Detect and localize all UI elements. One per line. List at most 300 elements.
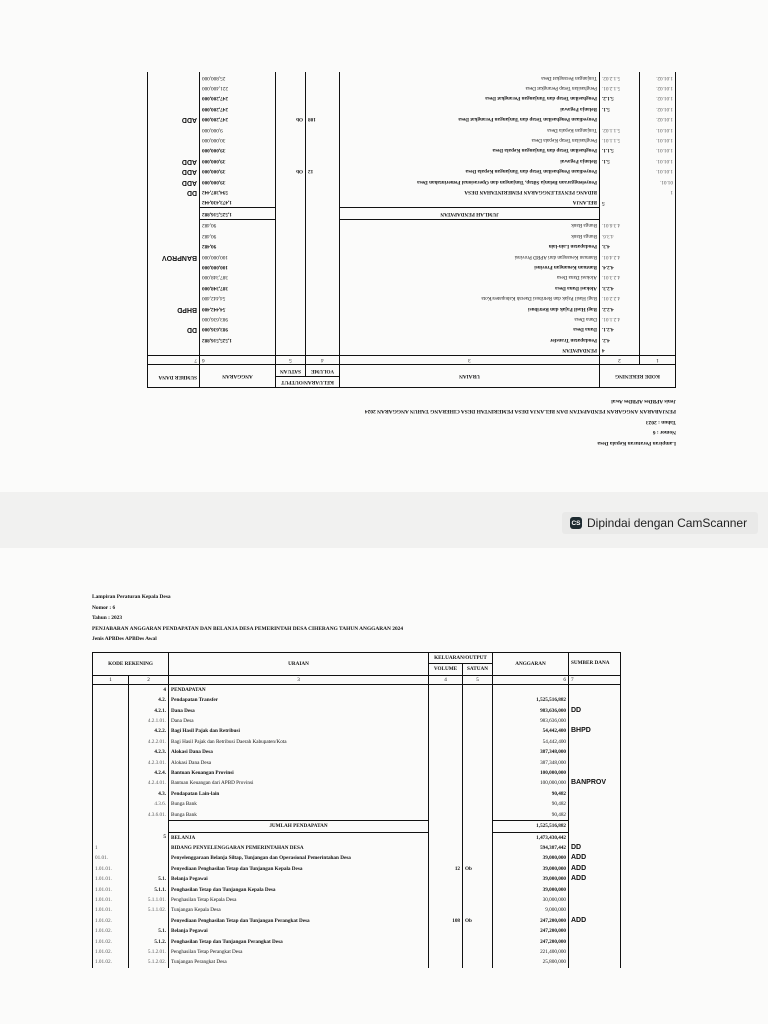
anggaran-cell: 90,482 [493, 799, 569, 809]
anggaran-cell: 387,348,000 [200, 282, 276, 292]
column-number: 6 [493, 675, 569, 684]
volume-cell [306, 324, 340, 334]
sumber-dana-cell: DD [569, 843, 621, 853]
kode-2-cell: 4.2.4. [129, 768, 169, 778]
kode-2-cell: 5 [129, 832, 169, 843]
satuan-cell [276, 219, 306, 230]
anggaran-cell: 387,348,000 [493, 747, 569, 757]
volume-cell [429, 758, 463, 768]
sumber-dana-cell [569, 747, 621, 757]
sumber-dana-cell [569, 905, 621, 915]
kode-1-cell: 1 [640, 187, 676, 197]
watermark-text: Dipindai dengan CamScanner [587, 516, 748, 530]
satuan-cell [276, 103, 306, 113]
rotated-document [0, 0, 768, 492]
kode-1-cell [93, 768, 129, 778]
table-row [93, 737, 621, 747]
volume-cell [429, 810, 463, 821]
table-row [148, 155, 676, 165]
satuan-cell [463, 799, 493, 809]
anggaran-cell: 39,000,000 [200, 166, 276, 176]
uraian-cell: Bantuan Keuangan Provinsi [340, 262, 600, 272]
kode-2-cell: 4.2.2. [600, 303, 640, 313]
table-row [93, 789, 621, 799]
anggaran-cell: 1,473,430,442 [200, 197, 276, 208]
volume-cell [306, 345, 340, 356]
column-number: 2 [129, 675, 169, 684]
uraian-cell: Penyelenggaraan Belanja Siltap, Tunjangan dan Operasional Pemerintahan Desa [340, 176, 600, 186]
volume-cell [429, 789, 463, 799]
uraian-cell: Belanja Pegawai [169, 926, 429, 936]
kode-1-cell [93, 832, 129, 843]
satuan-cell [276, 345, 306, 356]
table-row [148, 176, 676, 186]
uraian-cell: Bagi Hasil Pajak dan Retribusi Daerah Kabupaten/Kota [340, 293, 600, 303]
column-header-uraian: URAIAN [169, 653, 429, 676]
sumber-dana-cell: BANPROV [569, 778, 621, 788]
kode-1-cell [640, 230, 676, 240]
table-row [93, 937, 621, 947]
uraian-cell: Bantuan Keuangan dari APBD Provinsi [340, 251, 600, 261]
kode-1-cell [93, 747, 129, 757]
satuan-cell [276, 135, 306, 145]
kode-1-cell [93, 778, 129, 788]
column-header-keluaran: KELUARAN/OUTPUT [429, 653, 493, 664]
satuan-cell [463, 937, 493, 947]
sumber-dana-cell [148, 83, 200, 93]
uraian-cell: Penghasilan Tetap dan Tunjangan Kepala Desa [340, 145, 600, 155]
uraian-cell: Penyediaan Penghasilan Tetap dan Tunjangan Perangkat Desa [169, 916, 429, 926]
anggaran-cell [200, 345, 276, 356]
kode-2-cell: 5.1.2. [600, 93, 640, 103]
kode-1-cell [640, 324, 676, 334]
anggaran-cell: 247,200,000 [493, 926, 569, 936]
kode-2-cell [600, 208, 640, 219]
satuan-cell [463, 684, 493, 695]
kode-2-cell [129, 916, 169, 926]
kode-2-cell: 4.2.1. [600, 324, 640, 334]
anggaran-cell: 90,482 [493, 789, 569, 799]
header-number: Nomor : 6 [92, 604, 116, 611]
kode-1-cell [93, 758, 129, 768]
kode-1-cell [93, 821, 129, 832]
uraian-cell: Bunga Bank [169, 799, 429, 809]
volume-cell [306, 187, 340, 197]
uraian-cell: Bagi Hasil Pajak dan Retribusi [169, 726, 429, 736]
kode-1-cell [93, 737, 129, 747]
satuan-cell [463, 768, 493, 778]
sumber-dana-cell [569, 768, 621, 778]
sumber-dana-cell [148, 293, 200, 303]
anggaran-cell: 39,000,000 [493, 874, 569, 884]
sumber-dana-cell [148, 219, 200, 230]
table-row [93, 916, 621, 926]
sumber-dana-cell [148, 230, 200, 240]
column-number: 3 [340, 356, 600, 365]
kode-1-cell: 1.01.01. [93, 905, 129, 915]
kode-1-cell [640, 282, 676, 292]
kode-2-cell [600, 176, 640, 186]
satuan-cell [463, 695, 493, 705]
anggaran-cell: 90,482 [200, 219, 276, 230]
table-row [93, 758, 621, 768]
volume-cell [429, 947, 463, 957]
kode-2-cell: 4.2.3.01. [600, 272, 640, 282]
table-row [93, 926, 621, 936]
table-row [148, 219, 676, 230]
header-title: PENJABARAN ANGGARAN PENDAPATAN DAN BELANJA DESA PEMERINTAH DESA CIHERANG TAHUN ANGGARAN 2024 [92, 625, 404, 632]
volume-cell [429, 905, 463, 915]
satuan-cell [276, 293, 306, 303]
rotated-header-line: Lampiran Peraturan Kepala Desa [597, 440, 676, 446]
table-row [148, 262, 676, 272]
satuan-cell: Ob [463, 916, 493, 926]
kode-2-cell [129, 821, 169, 832]
table-row [93, 885, 621, 895]
kode-1-cell [93, 810, 129, 821]
volume-cell [306, 197, 340, 208]
uraian-cell: Penyelenggaraan Belanja Siltap, Tunjangan dan Operasional Pemerintahan Desa [169, 853, 429, 863]
table-row [148, 282, 676, 292]
anggaran-cell: 100,000,000 [493, 778, 569, 788]
kode-2-cell: 5.1.2.02. [129, 957, 169, 967]
satuan-cell [463, 747, 493, 757]
uraian-cell: BIDANG PENYELENGGARAN PEMERINTAHAN DESA [340, 187, 600, 197]
kode-1-cell: 1 [93, 843, 129, 853]
volume-cell [429, 706, 463, 716]
camscanner-logo-icon: CS [570, 517, 582, 529]
satuan-cell [276, 251, 306, 261]
volume-cell [429, 716, 463, 726]
anggaran-cell: 30,000,000 [200, 135, 276, 145]
anggaran-cell [493, 684, 569, 695]
table-row [148, 145, 676, 155]
sumber-dana-cell [148, 93, 200, 103]
kode-1-cell: 1.01.02. [93, 916, 129, 926]
rotated-header-line: Nomor : 6 [652, 429, 676, 436]
sumber-dana-cell [569, 926, 621, 936]
volume-cell [306, 334, 340, 344]
column-header-sumber: SUMBER DANA [148, 365, 200, 388]
satuan-cell [463, 758, 493, 768]
volume-cell [429, 799, 463, 809]
satuan-cell [276, 208, 306, 219]
uraian-cell: Bantuan Keuangan Provinsi [169, 768, 429, 778]
kode-2-cell: 5.1. [600, 155, 640, 165]
anggaran-cell: 983,636,000 [200, 324, 276, 334]
kode-2-cell: 4.2.3. [600, 282, 640, 292]
kode-1-cell [640, 251, 676, 261]
uraian-cell: Penghasilan Tetap dan Tunjangan Perangkat Desa [340, 93, 600, 103]
kode-1-cell: 1.01.02. [640, 93, 676, 103]
satuan-cell [463, 789, 493, 799]
table-row [148, 251, 676, 261]
kode-1-cell: 1.01.01. [640, 166, 676, 176]
uraian-cell: Penghasilan Tetap dan Tunjangan Kepala Desa [169, 885, 429, 895]
satuan-cell [276, 314, 306, 324]
sumber-dana-cell: ADD [569, 874, 621, 884]
volume-cell [306, 230, 340, 240]
volume-cell [429, 778, 463, 788]
volume-cell [429, 926, 463, 936]
table-row [93, 853, 621, 863]
uraian-cell: Penghasilan Tetap Kepala Desa [340, 135, 600, 145]
table-row [148, 208, 676, 219]
kode-1-cell [640, 314, 676, 324]
kode-2-cell [600, 187, 640, 197]
uraian-cell: Tunjangan Perangkat Desa [340, 72, 600, 82]
uraian-cell: Alokasi Dana Desa [340, 282, 600, 292]
rotated-header-line: Tahun : 2023 [645, 419, 676, 425]
kode-1-cell [640, 262, 676, 272]
sumber-dana-cell [569, 684, 621, 695]
column-number: 2 [600, 356, 640, 365]
kode-2-cell: 4.3.6.01. [129, 810, 169, 821]
table-row [148, 197, 676, 208]
uraian-cell: Belanja Pegawai [169, 874, 429, 884]
sumber-dana-cell [569, 832, 621, 843]
table-row [93, 695, 621, 705]
satuan-cell [463, 810, 493, 821]
table-row [93, 947, 621, 957]
sumber-dana-cell [148, 345, 200, 356]
volume-cell [429, 843, 463, 853]
anggaran-cell: 1,525,516,882 [200, 208, 276, 219]
kode-1-cell: 1.01.01. [640, 155, 676, 165]
kode-2-cell: 5.1.1.02. [129, 905, 169, 915]
sumber-dana-cell [569, 799, 621, 809]
uraian-cell: Dana Desa [340, 314, 600, 324]
kode-1-cell [93, 716, 129, 726]
satuan-cell: Ob [463, 864, 493, 874]
kode-2-cell: 5.1.2.01. [600, 83, 640, 93]
uraian-cell: Penyediaan Penghasilan Tetap dan Tunjangan Kepala Desa [169, 864, 429, 874]
anggaran-cell: 100,000,000 [200, 262, 276, 272]
kode-1-cell: 1.01.02. [640, 83, 676, 93]
uraian-cell: Alokasi Dana Desa [340, 272, 600, 282]
sumber-dana-cell [148, 124, 200, 134]
anggaran-cell: 100,000,000 [493, 768, 569, 778]
anggaran-cell: 39,000,000 [493, 864, 569, 874]
anggaran-cell: 247,200,000 [200, 93, 276, 103]
table-row [148, 345, 676, 356]
anggaran-cell: 90,482 [200, 241, 276, 251]
uraian-cell: PENDAPATAN [169, 684, 429, 695]
uraian-cell: Dana Desa [169, 716, 429, 726]
volume-cell [429, 821, 463, 832]
sumber-dana-cell [148, 135, 200, 145]
sumber-dana-cell [148, 272, 200, 282]
kode-1-cell: 1.01.02. [640, 103, 676, 113]
sumber-dana-cell [148, 197, 200, 208]
sumber-dana-cell [148, 72, 200, 82]
sumber-dana-cell: DD [148, 324, 200, 334]
volume-cell: 12 [306, 166, 340, 176]
volume-cell [306, 72, 340, 82]
kode-2-cell: 4.2.3. [129, 747, 169, 757]
anggaran-cell: 983,636,000 [493, 706, 569, 716]
uraian-cell: Bunga Bank [169, 810, 429, 821]
satuan-cell [463, 726, 493, 736]
table-row [148, 241, 676, 251]
table-row [93, 778, 621, 788]
sumber-dana-cell [148, 262, 200, 272]
anggaran-cell: 221,400,000 [493, 947, 569, 957]
header-type: Jenis APBDes APBDes Awal [92, 636, 157, 642]
kode-1-cell: 1.01.01. [93, 874, 129, 884]
column-header-anggaran: ANGGARAN [493, 653, 569, 676]
satuan-cell [276, 324, 306, 334]
uraian-cell: Bunga Bank [340, 230, 600, 240]
kode-2-cell [129, 843, 169, 853]
table-row [148, 334, 676, 344]
kode-2-cell: 5.1. [129, 926, 169, 936]
column-header-kode: KODE REKENING [600, 365, 676, 388]
sumber-dana-cell: ADD [569, 864, 621, 874]
table-row [148, 114, 676, 124]
kode-2-cell: 5.1. [129, 874, 169, 884]
volume-cell [429, 885, 463, 895]
satuan-cell [276, 93, 306, 103]
kode-1-cell [640, 293, 676, 303]
anggaran-cell: 1,473,430,442 [493, 832, 569, 843]
uraian-cell: JUMLAH PENDAPATAN [340, 208, 600, 219]
anggaran-cell: 1,525,516,882 [493, 821, 569, 832]
kode-2-cell: 4.3.6.01. [600, 219, 640, 230]
volume-cell [429, 874, 463, 884]
column-number: 7 [148, 356, 200, 365]
uraian-cell: BELANJA [340, 197, 600, 208]
volume-cell [306, 145, 340, 155]
satuan-cell [276, 83, 306, 93]
table-row [148, 72, 676, 82]
header-attachment: Lampiran Peraturan Kepala Desa [92, 594, 171, 600]
uraian-cell: Penghasilan Tetap Kepala Desa [169, 895, 429, 905]
sumber-dana-cell [569, 758, 621, 768]
satuan-cell [463, 905, 493, 915]
volume-cell [306, 251, 340, 261]
kode-2-cell: 4 [129, 684, 169, 695]
column-header-satuan: SATUAN [276, 365, 306, 376]
kode-2-cell: 4.3.6. [129, 799, 169, 809]
kode-2-cell: 4.3. [129, 789, 169, 799]
sumber-dana-cell [148, 314, 200, 324]
uraian-cell: Penyediaan Penghasilan Tetap dan Tunjangan Kepala Desa [340, 166, 600, 176]
rotated-header-line: PENJABARAN ANGGARAN PENDAPATAN DAN BELANJA DESA PEMERINTAH DESA CIHERANG TAHUN ANGGARAN 2024 [364, 408, 676, 415]
anggaran-cell: 39,000,000 [200, 155, 276, 165]
sumber-dana-cell [569, 947, 621, 957]
kode-1-cell [93, 695, 129, 705]
volume-cell [306, 314, 340, 324]
table-row [148, 187, 676, 197]
satuan-cell [463, 737, 493, 747]
kode-2-cell: 5.1.2.01. [129, 947, 169, 957]
satuan-cell [276, 272, 306, 282]
kode-1-cell: 1.01.02. [640, 72, 676, 82]
anggaran-cell: 100,000,000 [200, 251, 276, 261]
table-row [93, 747, 621, 757]
volume-cell [306, 241, 340, 251]
sumber-dana-cell [148, 334, 200, 344]
anggaran-cell: 25,800,000 [200, 72, 276, 82]
header-year: Tahun : 2023 [92, 615, 123, 621]
kode-1-cell: 1.01.02. [640, 114, 676, 124]
kode-2-cell: 4.2.2. [129, 726, 169, 736]
table-row [93, 832, 621, 843]
satuan-cell [276, 334, 306, 344]
volume-cell [306, 103, 340, 113]
satuan-cell: Ob [276, 114, 306, 124]
volume-cell [306, 176, 340, 186]
kode-2-cell: 5.1.1.01. [600, 135, 640, 145]
anggaran-cell: 25,800,000 [493, 957, 569, 967]
sumber-dana-cell [569, 695, 621, 705]
volume-cell [306, 282, 340, 292]
sumber-dana-cell [569, 789, 621, 799]
table-row [93, 684, 621, 695]
volume-cell [429, 684, 463, 695]
anggaran-cell: 594,387,442 [200, 187, 276, 197]
satuan-cell [463, 957, 493, 967]
kode-2-cell: 5.1.1. [600, 145, 640, 155]
sumber-dana-cell: BHPD [148, 303, 200, 313]
satuan-cell [276, 124, 306, 134]
kode-2-cell: 4.3.6. [600, 230, 640, 240]
sumber-dana-cell: ADD [148, 176, 200, 186]
anggaran-cell: 221,400,000 [200, 83, 276, 93]
anggaran-cell: 30,000,000 [493, 895, 569, 905]
sumber-dana-cell [569, 810, 621, 821]
table-row [93, 864, 621, 874]
column-number: 7 [569, 675, 621, 684]
kode-1-cell: 1.01.02. [93, 957, 129, 967]
table-row [148, 230, 676, 240]
sumber-dana-cell [569, 957, 621, 967]
kode-1-cell [640, 303, 676, 313]
uraian-cell: JUMLAH PENDAPATAN [169, 821, 429, 832]
uraian-cell: Dana Desa [340, 324, 600, 334]
satuan-cell [276, 303, 306, 313]
kode-2-cell: 5.1.1. [129, 885, 169, 895]
kode-2-cell: 5.1.1.01. [129, 895, 169, 905]
sumber-dana-cell [148, 103, 200, 113]
table-row [93, 799, 621, 809]
anggaran-cell: 54,442,400 [493, 737, 569, 747]
table-row [148, 324, 676, 334]
volume-cell [429, 695, 463, 705]
table-row [148, 272, 676, 282]
satuan-cell [463, 926, 493, 936]
volume-cell [429, 737, 463, 747]
column-number: 1 [93, 675, 129, 684]
table-row [148, 303, 676, 313]
kode-1-cell [93, 789, 129, 799]
table-row [93, 874, 621, 884]
anggaran-cell: 9,000,000 [493, 905, 569, 915]
kode-1-cell: 1.01.01. [93, 864, 129, 874]
upright-page [0, 548, 768, 1024]
kode-1-cell: 1.01.01. [640, 124, 676, 134]
anggaran-cell: 39,000,000 [200, 145, 276, 155]
table-row [148, 83, 676, 93]
column-header-kode: KODE REKENING [93, 653, 169, 676]
uraian-cell: Penghasilan Tetap Perangkat Desa [169, 947, 429, 957]
anggaran-cell: 54,442,400 [200, 303, 276, 313]
column-header-volume: VOLUME [306, 365, 340, 376]
volume-cell [306, 93, 340, 103]
column-number: 5 [463, 675, 493, 684]
uraian-cell: Pendapatan Transfer [340, 334, 600, 344]
